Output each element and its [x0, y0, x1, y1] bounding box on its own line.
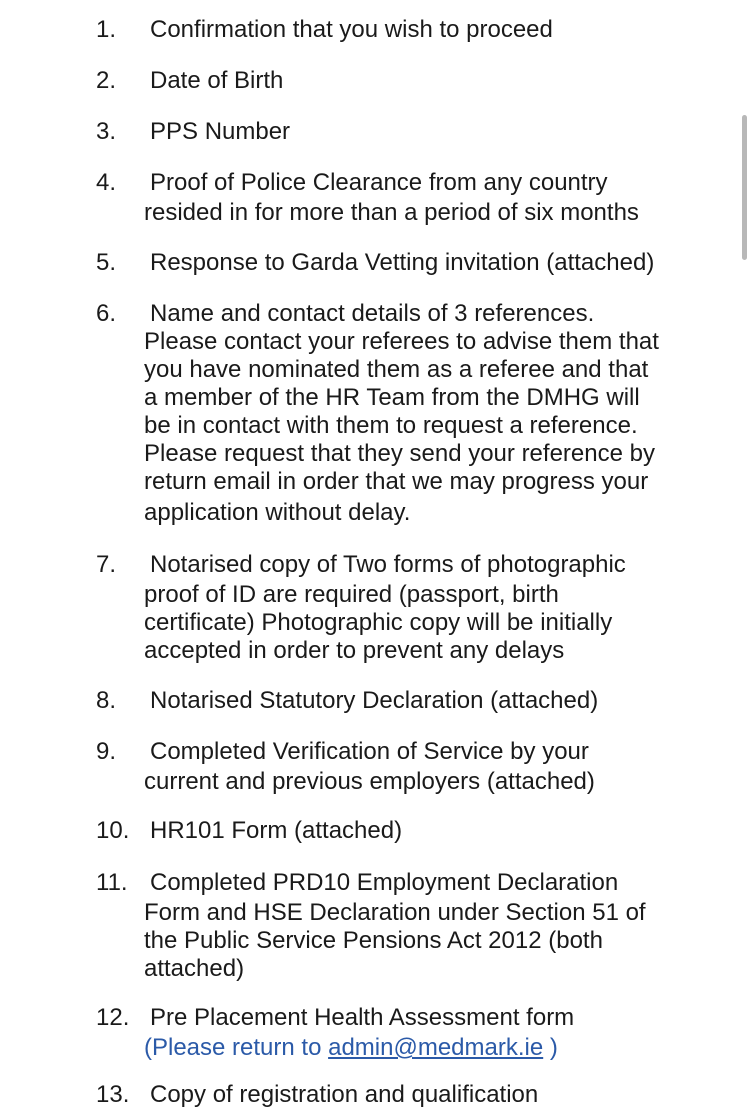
list-item — [96, 67, 711, 95]
list-item — [96, 738, 711, 796]
item-number: 13. — [96, 1081, 130, 1108]
item-number: 5. — [96, 249, 117, 276]
email-link[interactable]: admin@medmark.ie — [328, 1034, 544, 1061]
list-item — [96, 118, 711, 146]
item-number: 1. — [96, 16, 117, 43]
item-text: Form and HSE Declaration under Section 51 of — [144, 899, 646, 926]
return-prefix: (Please return to — [144, 1034, 329, 1061]
item-text: Date of Birth — [150, 67, 284, 94]
list-item — [96, 817, 711, 845]
item-text: resided in for more than a period of six months — [144, 199, 639, 226]
item-text: Proof of Police Clearance from any country — [150, 169, 608, 196]
return-instruction — [144, 1034, 711, 1062]
item-text: Completed Verification of Service by your — [150, 738, 589, 765]
item-number: 9. — [96, 738, 117, 765]
item-text: Notarised Statutory Declaration (attached) — [150, 687, 599, 714]
list-item — [96, 300, 711, 527]
list-item — [96, 1004, 711, 1062]
list-item — [96, 551, 711, 665]
item-text: Response to Garda Vetting invitation (attached) — [150, 249, 655, 276]
item-number: 4. — [96, 169, 117, 196]
item-text: HR101 Form (attached) — [150, 817, 403, 844]
item-text: a member of the HR Team from the DMHG will — [144, 384, 640, 411]
item-text: Please contact your referees to advise them that — [144, 328, 659, 355]
item-text: accepted in order to prevent any delays — [144, 637, 565, 664]
list-item — [96, 169, 711, 227]
item-number: 7. — [96, 551, 117, 578]
return-suffix: ) — [543, 1034, 558, 1061]
item-text: application without delay. — [144, 499, 411, 526]
item-text: you have nominated them as a referee and that — [144, 356, 649, 383]
vertical-scrollbar[interactable] — [740, 115, 750, 275]
list-item — [96, 869, 711, 983]
item-text: return email in order that we may progress your — [144, 468, 649, 495]
item-number: 12. — [96, 1004, 130, 1031]
item-text: PPS Number — [150, 118, 291, 145]
item-text: Copy of registration and qualification — [150, 1081, 539, 1108]
item-number: 2. — [96, 67, 117, 94]
item-text: be in contact with them to request a reference. — [144, 412, 638, 439]
item-text: certificate) Photographic copy will be initially — [144, 609, 613, 636]
item-number: 10. — [96, 817, 130, 844]
item-text: Please request that they send your reference by — [144, 440, 655, 467]
item-text: proof of ID are required (passport, birth — [144, 581, 559, 608]
item-number: 6. — [96, 300, 117, 327]
list-item — [96, 687, 711, 715]
item-text: the Public Service Pensions Act 2012 (both — [144, 927, 603, 954]
item-number: 3. — [96, 118, 117, 145]
item-text: Notarised copy of Two forms of photographic — [150, 551, 626, 578]
item-text: Name and contact details of 3 references. — [150, 300, 595, 327]
item-number: 11. — [96, 869, 128, 896]
list-item — [96, 249, 711, 277]
list-item — [96, 16, 711, 44]
scrollbar-thumb[interactable] — [742, 115, 747, 260]
item-number: 8. — [96, 687, 117, 714]
item-text: Pre Placement Health Assessment form — [150, 1004, 575, 1031]
item-text: current and previous employers (attached) — [144, 768, 595, 795]
item-text: Confirmation that you wish to proceed — [150, 16, 553, 43]
item-text: Completed PRD10 Employment Declaration — [150, 869, 619, 896]
item-text: attached) — [144, 955, 245, 982]
